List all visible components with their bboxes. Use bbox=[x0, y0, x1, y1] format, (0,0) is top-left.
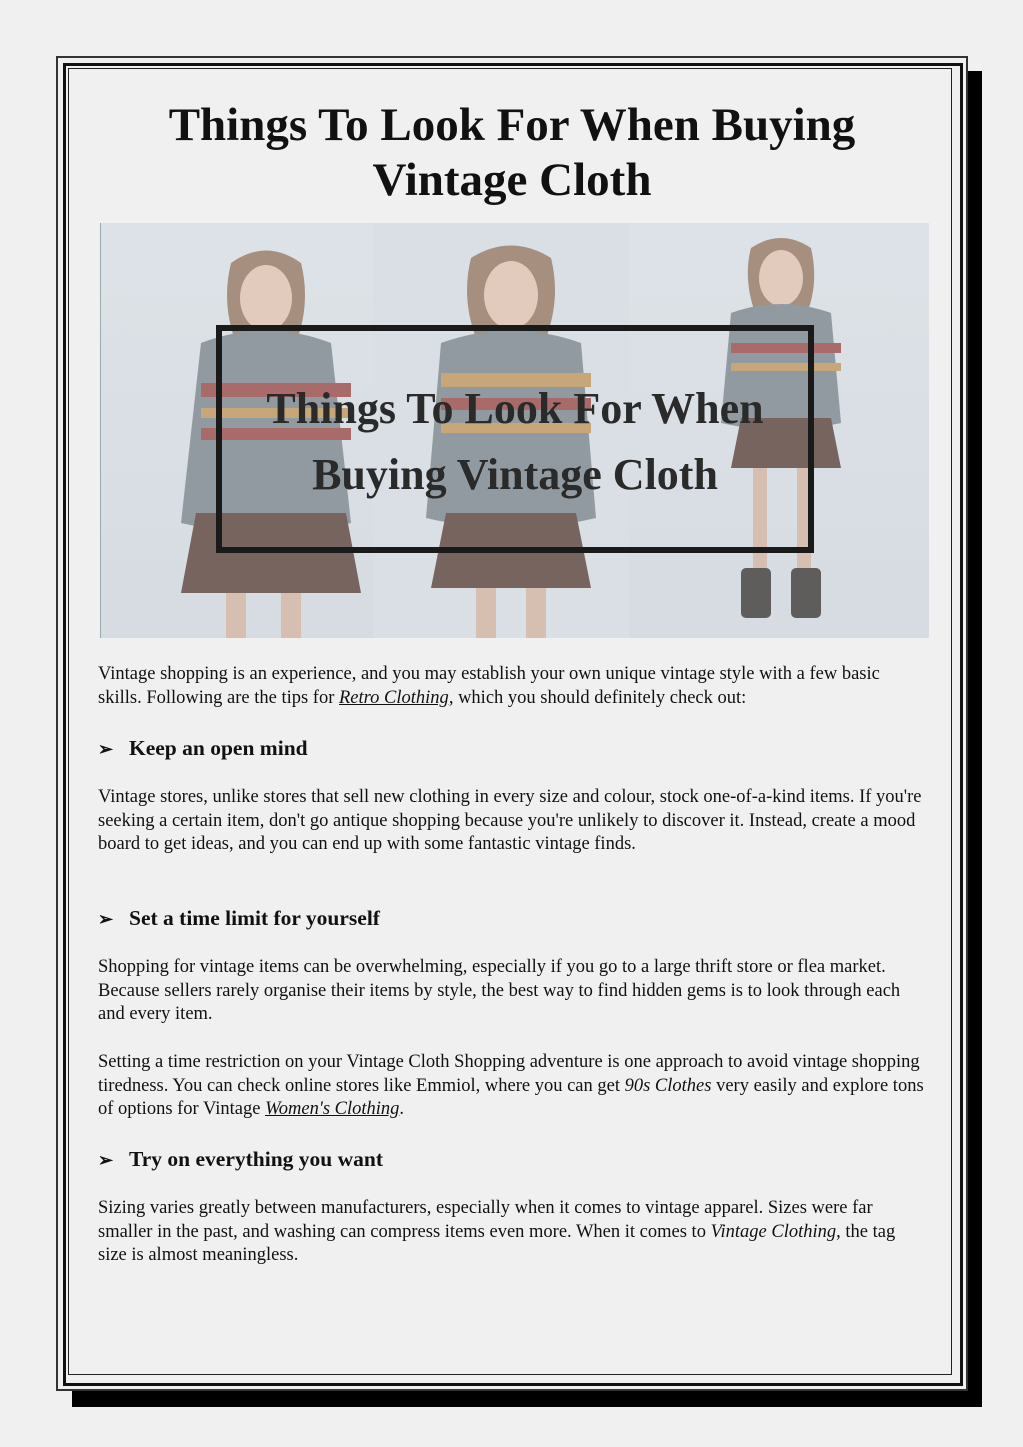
overlay-line-1: Things To Look For When bbox=[266, 384, 764, 433]
section-heading-time-limit bbox=[98, 905, 380, 932]
title-line-1: Things To Look For When Buying bbox=[168, 99, 856, 151]
section-heading-text: Keep an open mind bbox=[129, 736, 308, 760]
90s-clothes-emphasis: 90s Clothes bbox=[624, 1075, 712, 1096]
intro-text-end: , which you should definitely check out: bbox=[448, 687, 747, 708]
arrow-bullet-icon: ➢ bbox=[98, 1150, 114, 1170]
section2-paragraph-2 bbox=[98, 1051, 928, 1122]
title-line-2: Vintage Cloth bbox=[372, 154, 652, 206]
section-heading-try-on bbox=[98, 1146, 383, 1173]
arrow-bullet-icon: ➢ bbox=[98, 909, 114, 929]
vintage-clothing-emphasis: Vintage Clothing bbox=[710, 1221, 837, 1242]
retro-clothing-link[interactable]: Retro Clothing bbox=[339, 687, 449, 708]
section2-paragraph-1: Shopping for vintage items can be overwhelming, especially if you go to a large thrift store or flea market. Because sellers rarely organise their items by style, the best way to find hidden gems is to look through each and every item. bbox=[98, 957, 901, 1025]
section3-paragraph bbox=[98, 1197, 928, 1268]
arrow-bullet-icon: ➢ bbox=[98, 739, 114, 759]
section-heading-open-mind bbox=[98, 735, 308, 762]
hero-illustration bbox=[101, 223, 929, 638]
section3-text-a: Sizing varies greatly between manufacturers, especially when it comes to vintage apparel. Sizes were far smaller in the past, and washing can compress items even more. When it comes to bbox=[98, 1198, 873, 1242]
intro-text: Vintage shopping is an experience, and you may establish your own unique vintage style with a few basic skills. Following are the tips for bbox=[98, 664, 880, 708]
section-heading-text: Try on everything you want bbox=[129, 1147, 384, 1171]
section2-text-c: . bbox=[399, 1099, 405, 1120]
section2-text-b: very easily and explore tons of options for Vintage bbox=[98, 1075, 924, 1120]
intro-paragraph bbox=[98, 663, 928, 710]
section-heading-text: Set a time limit for yourself bbox=[129, 906, 380, 930]
overlay-line-2: Buying Vintage Cloth bbox=[312, 450, 718, 499]
section1-paragraph: Vintage stores, unlike stores that sell new clothing in every size and colour, stock one-of-a-kind items. If you're seeking a certain item, don't go antique shopping because you're unlikely to discover it. Instead, create a mood board to get ideas, and you can end up with some fantastic vintage finds. bbox=[98, 787, 922, 855]
section3-text-b: , the tag size is almost meaningless. bbox=[98, 1221, 896, 1266]
page-title bbox=[98, 98, 926, 208]
womens-clothing-link[interactable]: Women's Clothing bbox=[265, 1099, 400, 1120]
section2-text-a: Setting a time restriction on your Vintage Cloth Shopping adventure is one approach to avoid vintage shopping tiredness. You can check online stores like Emmiol, where you can get bbox=[98, 1052, 920, 1096]
hero-image bbox=[100, 223, 929, 638]
